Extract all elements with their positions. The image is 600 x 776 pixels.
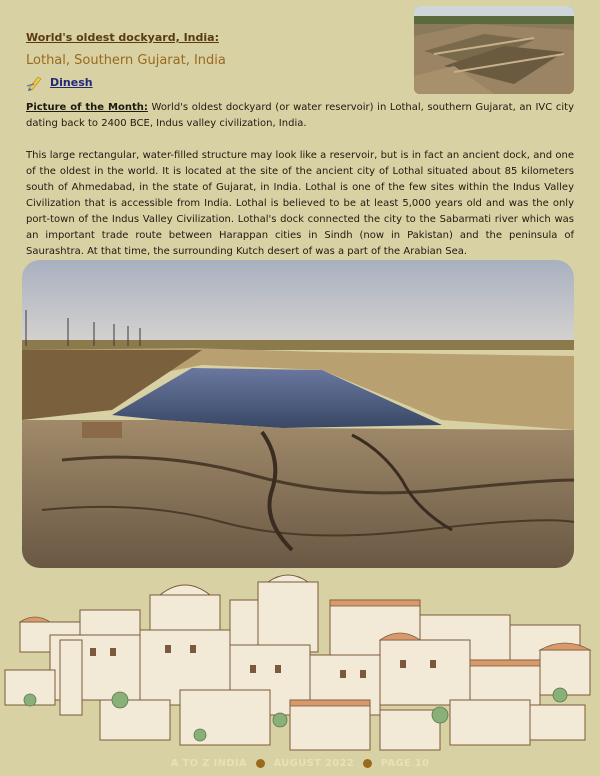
pen-icon — [26, 73, 44, 91]
article-subtitle: Lothal, Southern Gujarat, India — [26, 53, 226, 68]
town-illustration — [0, 570, 600, 770]
dot-icon — [256, 759, 265, 768]
picture-caption — [26, 100, 574, 132]
dockyard-thumbnail — [414, 6, 574, 94]
footer-page: PAGE 10 — [380, 758, 430, 769]
author-line — [26, 73, 93, 91]
dot-icon — [363, 759, 372, 768]
article-kicker[interactable]: World's oldest dockyard, India: — [26, 31, 219, 44]
footer-brand: A TO Z INDIA — [170, 758, 247, 769]
dockyard-photo — [22, 260, 574, 568]
picture-label: Picture of the Month: — [26, 102, 148, 113]
article-body: This large rectangular, water-filled structure may look like a reservoir, but is in fact an ancient dock, and one of the oldest in the world. It is located at the site of the ancient city of Lothal situated about 85 kilometers south of Ahmedabad, in the state of Gujarat, in India. Lothal is one of the few sites within the Indus Valley Civilization that is accessible from India. Lothal is believed to be at least 5,000 years old and was the only port-town of the Indus Valley Civilization. Lothal's dock connected the city to the Sabarmati river which was an important trade route between Harappan cities in Sindh (now in Pakistan) and the peninsula of Saurashtra. At that time, the surrounding Kutch desert of was a part of the Arabian Sea. — [26, 150, 574, 257]
picture-caption-text: World's oldest dockyard (or water reservoir) in Lothal, southern Gujarat, an IVC city dating back to 2400 BCE, Indus valley civilization, India. — [26, 102, 575, 129]
page-footer — [0, 758, 600, 769]
footer-issue: AUGUST 2022 — [273, 758, 355, 769]
author-link[interactable]: Dinesh — [50, 75, 93, 89]
